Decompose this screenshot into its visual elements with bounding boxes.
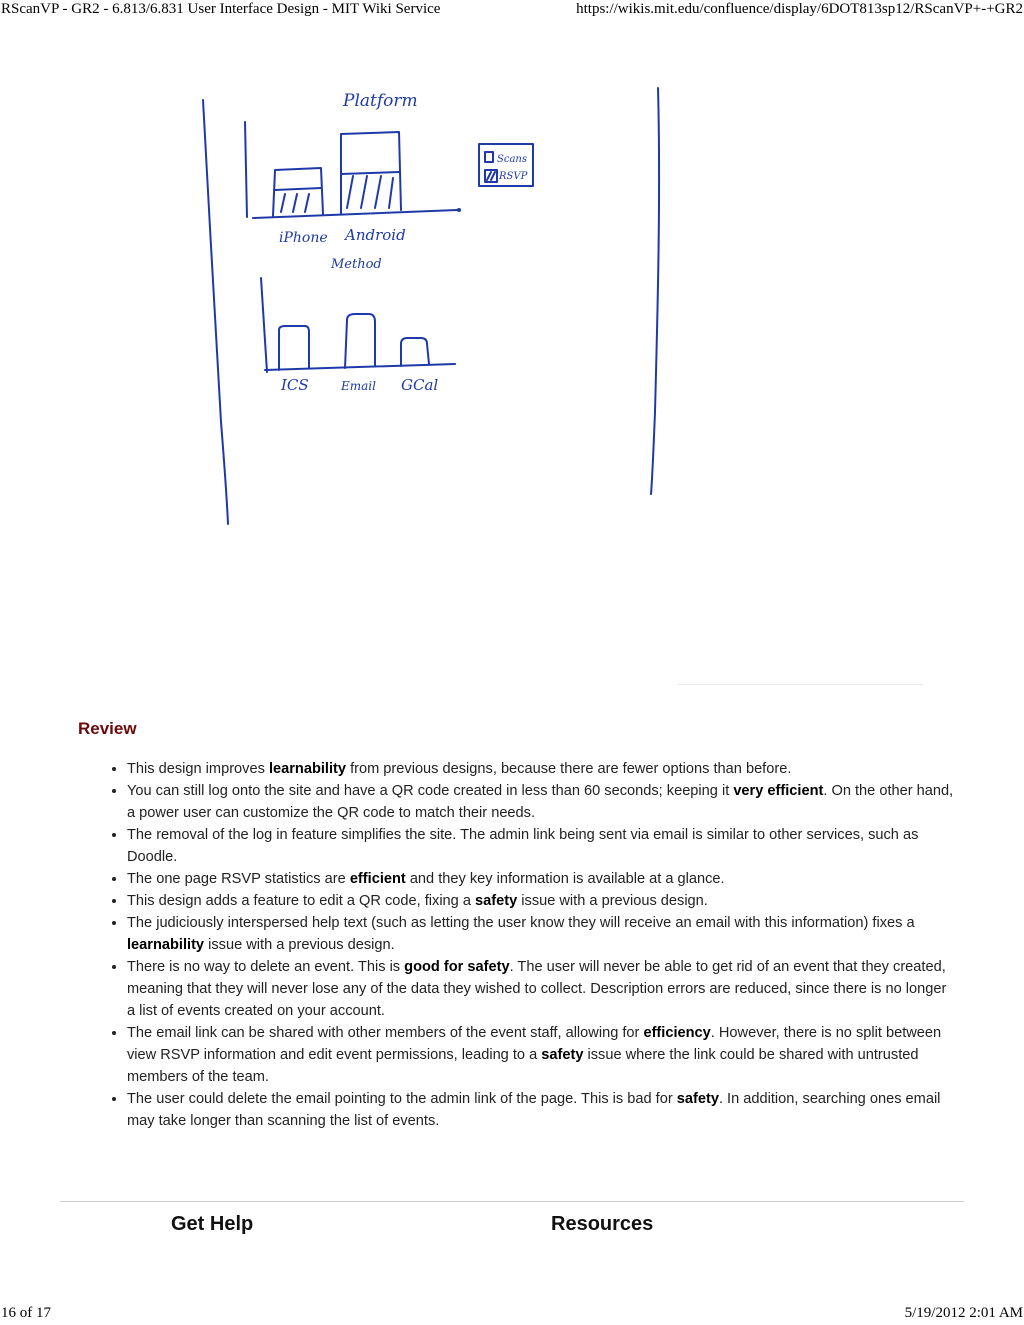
- sketch-method-axis-y: [261, 278, 267, 372]
- resources-heading: Resources: [551, 1213, 654, 1235]
- faint-divider: [678, 684, 923, 685]
- review-text: . However, there is no split between view RSVP information and edit event permissions, leading to a: [127, 1025, 942, 1063]
- sketch-bar-ics: [279, 326, 309, 370]
- sketch-label-gcal: GCal: [401, 376, 439, 394]
- sketch-bar-email: [345, 314, 375, 368]
- review-text: There is no way to delete an event. This is: [127, 959, 405, 975]
- review-list-item: [127, 758, 955, 780]
- review-emphasis: safety: [541, 1047, 584, 1063]
- review-list-item: [127, 1088, 955, 1132]
- review-emphasis: efficient: [349, 871, 406, 887]
- review-list-item: [127, 868, 955, 890]
- page-number: 16 of 17: [1, 1305, 51, 1321]
- review-emphasis: learnability: [268, 761, 347, 777]
- review-text: You can still log onto the site and have a QR code created in less than 60 seconds; keeping it: [127, 783, 734, 799]
- sketch-frame-left: [203, 100, 228, 524]
- review-list-item: [127, 956, 955, 1022]
- get-help-heading: Get Help: [171, 1213, 254, 1235]
- review-text: The removal of the log in feature simplifies the site. The admin link being sent via email is similar to other services, such as Doodle.: [127, 827, 919, 865]
- review-emphasis: very efficient: [733, 783, 824, 799]
- review-emphasis: good for safety: [404, 959, 510, 975]
- review-emphasis: efficiency: [643, 1025, 711, 1041]
- review-text: . On the other hand, a power user can customize the QR code to match their needs.: [127, 783, 954, 821]
- sketch-label-scans: Scans: [497, 154, 527, 165]
- sketch-bar-gcal: [401, 338, 429, 366]
- print-datetime: 5/19/2012 2:01 AM: [904, 1305, 1023, 1321]
- review-list: [104, 758, 955, 1132]
- review-text: and they key information is available at a glance.: [405, 871, 725, 887]
- sketch-method-axis-x: [265, 364, 455, 370]
- review-text: The judiciously interspersed help text (such as letting the user know they will receive an email with this information) fixes a: [127, 915, 915, 931]
- sketch-label-ics: ICS: [281, 376, 309, 394]
- review-list-item: [127, 912, 955, 956]
- sketch-label-method: Method: [331, 257, 382, 272]
- review-text: The one page RSVP statistics are: [127, 871, 350, 887]
- sketch-frame-right: [651, 88, 659, 494]
- sketch-label-android: Android: [345, 226, 406, 244]
- review-list-item: [127, 780, 955, 824]
- footer-divider: [60, 1201, 964, 1202]
- sketch-label-platform: Platform: [343, 91, 418, 111]
- sketch-platform-axis-y: [245, 122, 247, 217]
- review-emphasis: learnability: [127, 937, 205, 953]
- sketch-bar-iphone: [273, 168, 323, 216]
- review-text: This design adds a feature to edit a QR code, fixing a: [127, 893, 476, 909]
- review-text: issue with a previous design.: [204, 937, 395, 953]
- hand-drawn-sketch: [195, 82, 675, 527]
- review-list-item: [127, 1022, 955, 1088]
- sketch-label-iphone: iPhone: [279, 230, 328, 246]
- review-emphasis: safety: [475, 893, 518, 909]
- review-heading: Review: [78, 719, 137, 738]
- review-text: The user could delete the email pointing to the admin link of the page. This is bad for: [127, 1091, 677, 1107]
- review-text: The email link can be shared with other members of the event staff, allowing for: [127, 1025, 644, 1041]
- review-text: from previous designs, because there are fewer options than before.: [346, 761, 792, 777]
- review-text: issue where the link could be shared with untrusted members of the team.: [127, 1047, 919, 1085]
- print-header-url: https://wikis.mit.edu/confluence/display/6DOT813sp12/RScanVP+-+GR2: [576, 1, 1023, 17]
- review-emphasis: safety: [676, 1091, 719, 1107]
- review-text: issue with a previous design.: [517, 893, 708, 909]
- sketch-label-email: Email: [341, 379, 376, 393]
- review-text: . The user will never be able to get rid of an event that they created, meaning that they will never lose any of the data they wished to collect. Description errors are reduced, since there is no longer a list of events created on your account.: [127, 959, 947, 1019]
- sketch-label-rsvp: RSVP: [499, 171, 528, 182]
- print-header-title: RScanVP - GR2 - 6.813/6.831 User Interface Design - MIT Wiki Service: [1, 1, 441, 17]
- review-text: This design improves: [127, 761, 269, 777]
- review-list-item: [127, 824, 955, 868]
- sketch-platform-axis-x: [253, 210, 457, 218]
- sketch-drawing: [195, 82, 675, 527]
- review-text: . In addition, searching ones email may take longer than scanning the list of events.: [127, 1091, 941, 1129]
- print-footer: [0, 1305, 1024, 1325]
- print-header: [0, 1, 1024, 21]
- review-list-item: [127, 890, 955, 912]
